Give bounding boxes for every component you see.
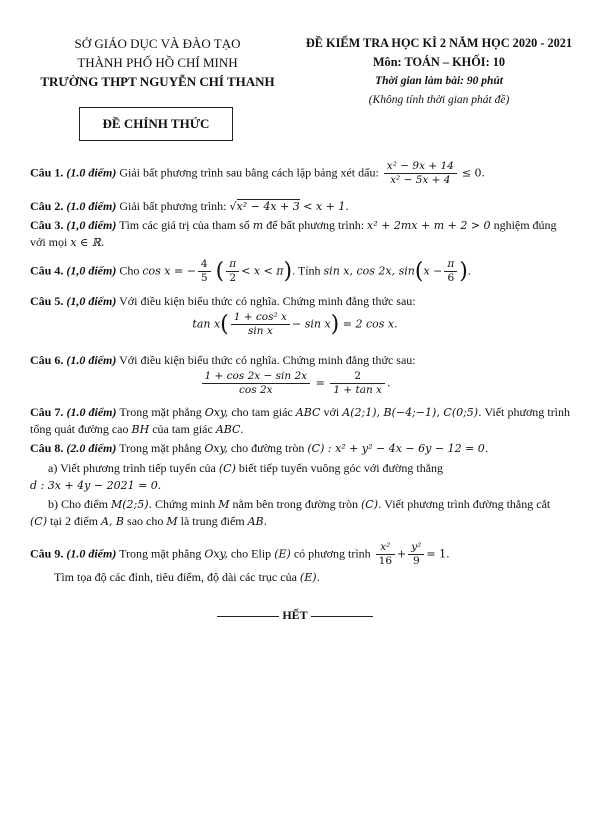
header-right: [300, 34, 578, 110]
question-5: Câu 5. (1,0 điểm) Với điều kiện biểu thức có nghĩa. Chứng minh đẳng thức sau:: [30, 294, 416, 308]
official-label: ĐỀ CHÍNH THỨC: [79, 107, 233, 141]
divider-left: [217, 616, 279, 617]
q2-inequality: √x² − 4x + 3 < x + 1.: [229, 200, 349, 213]
q5-identity: tan x( $\frac{\text{1 + cos² x}}{\text{sin x}}$ − sin x) = 2 cos x.: [192, 311, 398, 337]
question-7: Câu 7. (1.0 điểm) Trong mặt phẳng Oxy, cho tam giác ABC với A(2;1), B(−4;−1), C(0;5). Viết phương trình tổng quát đường cao BH của tam giác ABC.: [30, 405, 571, 436]
department-line-1: SỞ GIÁO DỤC VÀ ĐÀO TẠO: [74, 36, 241, 51]
question-8a-line: d : 3x + 4y − 2021 = 0.: [30, 479, 162, 492]
question-4: Câu 4. (1,0 điểm) Cho cos x = − $\frac{4}{5}$ ( $\frac{\pi}{2}$ < x < π). Tính sin x, cos 2x, sin(x − $\frac{\pi}{6}$ ).: [30, 258, 471, 284]
department-line-2: THÀNH PHỐ HỒ CHÍ MINH: [77, 55, 238, 70]
question-9: Câu 9. (1.0 điểm) Trong mặt phẳng Oxy, cho Elip (E) có phương trình $\frac{\text{x²}}{16}$ + $\frac{\text{y²}}{9}$ = 1.: [30, 541, 450, 567]
end-marker: HẾT: [0, 608, 590, 623]
q6-identity: $\frac{1 + \cos 2x - \sin 2x}{\cos 2x}$ = $\frac{2}{\text{1 + tan x}}$ .: [0, 370, 590, 397]
question-6: Câu 6. (1.0 điểm) Với điều kiện biểu thức có nghĩa. Chứng minh đẳng thức sau:: [30, 353, 416, 367]
question-2: Câu 2. (1.0 điểm) Giải bất phương trình: √x² − 4x + 3 < x + 1.: [30, 199, 349, 213]
question-8: Câu 8. (2.0 điểm) Trong mặt phẳng Oxy, cho đường tròn (C) : x² + y² − 4x − 6y − 12 = 0.: [30, 441, 489, 455]
q1-fraction: $\frac{\text{x² − 9x + 14}}{\text{x² − 5x + 4}}$: [384, 160, 457, 187]
exam-time-note: (Không tính thời gian phát đề): [368, 94, 510, 106]
exam-subject: Môn: TOÁN – KHỐI: 10: [372, 55, 506, 69]
question-3: Câu 3. (1,0 điểm) Tìm các giá trị của tham số m để bất phương trình: x² + 2mx + m + 2 > 0 nghiệm đúng với mọi x ∈ ℝ.: [30, 218, 557, 249]
school-name: TRƯỜNG THPT NGUYỄN CHÍ THANH: [40, 74, 275, 89]
question-1: Câu 1. (1.0 điểm) Giải bất phương trình sau bằng cách lập bảng xét dấu: $\frac{\text{x² − 9x + 14}}{\text{x² − 5x + 4}}$ ≤ 0.: [30, 160, 486, 186]
question-9-sub: Tìm tọa độ các đỉnh, tiêu điểm, độ dài các trục của (E).: [54, 570, 321, 584]
question-8b-cont: (C) tại 2 điểm A, B sao cho M là trung điểm AB.: [30, 514, 268, 528]
exam-time: Thời gian làm bài: 90 phút: [375, 75, 503, 87]
question-8a: a) Viết phương trình tiếp tuyến của (C) biết tiếp tuyến vuông góc với đường thẳng: [48, 461, 444, 475]
header-left: [30, 34, 285, 91]
divider-right: [311, 616, 373, 617]
question-8b: b) Cho điểm M(2;5). Chứng minh M nằm bên trong đường tròn (C). Viết phương trình đường thẳng cắt: [48, 497, 551, 511]
exam-title: ĐỀ KIỂM TRA HỌC KÌ 2 NĂM HỌC 2020 - 2021: [305, 36, 573, 50]
